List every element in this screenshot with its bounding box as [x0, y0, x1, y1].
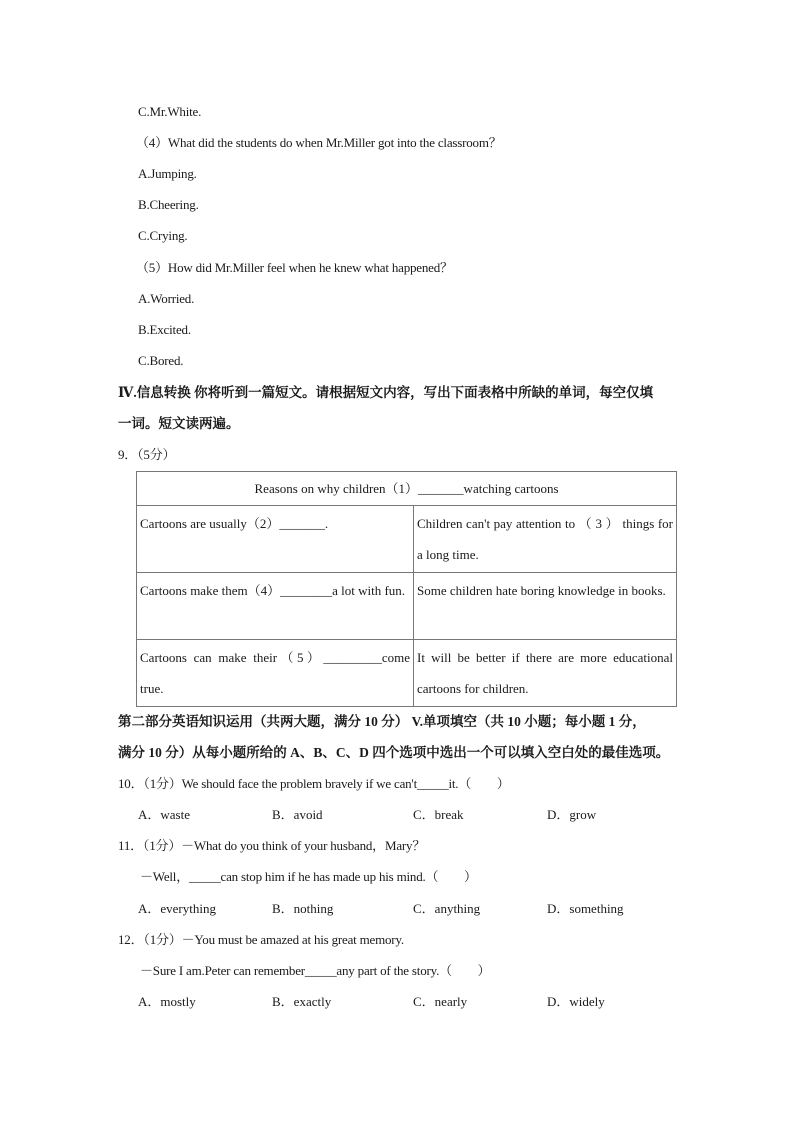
- option-a: A．everything: [138, 901, 216, 916]
- q8-3-option-c: C.Mr.White.: [138, 104, 202, 119]
- q11-stem: 11．（1分）－What do you think of your husband，Mary？: [118, 838, 426, 853]
- table-cell: Some children hate boring knowledge in books.: [414, 573, 677, 640]
- part-2-heading-line2: 满分 10 分）从每小题所给的 A、B、C、D 四个选项中选出一个可以填入空白处的最佳选项。: [118, 745, 670, 760]
- option-d: D．widely: [547, 994, 605, 1009]
- option-c: C．anything: [413, 901, 481, 916]
- option-b: B．exactly: [272, 994, 332, 1009]
- table-cell: Cartoons are usually（2）_______.: [137, 506, 414, 573]
- q8-4-option-b: B.Cheering.: [138, 197, 199, 212]
- table-cell: Cartoons can make their（5）_________come true.: [137, 640, 414, 707]
- option-c: C．nearly: [413, 994, 468, 1009]
- option-d: D．grow: [547, 807, 597, 822]
- table-cell: Children can't pay attention to （ 3 ） things for a long time.: [414, 506, 677, 573]
- table-row: [137, 640, 677, 707]
- table-row: [137, 506, 677, 573]
- q9-label: 9．（5分）: [118, 447, 176, 462]
- q8-5-option-a: A.Worried.: [138, 291, 195, 306]
- option-d: D．something: [547, 901, 624, 916]
- q11-stem-reply: －Well，_____can stop him if he has made up his mind.（ ）: [140, 869, 477, 884]
- q12-stem-reply: －Sure I am.Peter can remember_____any part of the story.（ ）: [140, 963, 491, 978]
- table-row: [137, 573, 677, 640]
- option-c: C．break: [413, 807, 464, 822]
- part-2-heading-line1: 第二部分英语知识运用（共两大题，满分 10 分） V.单项填空（共 10 小题；每小题 1 分，: [118, 714, 646, 729]
- q10-stem: 10．（1分）We should face the problem bravely if we can't_____it.（ ）: [118, 776, 510, 791]
- q8-5-option-c: C.Bored.: [138, 353, 184, 368]
- q8-4-prompt: （4）What did the students do when Mr.Miller got into the classroom？: [136, 135, 502, 150]
- q12-stem: 12．（1分）－You must be amazed at his great memory.: [118, 932, 404, 947]
- section-4-heading-line2: 一词。短文读两遍。: [118, 416, 240, 431]
- q8-4-option-c: C.Crying.: [138, 228, 188, 243]
- table-cell: Cartoons make them（4）________a lot with fun.: [137, 573, 414, 640]
- q8-4-option-a: A.Jumping.: [138, 166, 197, 181]
- option-b: B．nothing: [272, 901, 334, 916]
- info-transfer-table: [136, 471, 677, 707]
- q8-5-option-b: B.Excited.: [138, 322, 191, 337]
- option-b: B．avoid: [272, 807, 323, 822]
- table-cell: It will be better if there are more educational cartoons for children.: [414, 640, 677, 707]
- option-a: A．mostly: [138, 994, 196, 1009]
- table-header: Reasons on why children（1）_______watching cartoons: [137, 472, 677, 506]
- option-a: A．waste: [138, 807, 190, 822]
- q8-5-prompt: （5）How did Mr.Miller feel when he knew what happened？: [136, 260, 453, 275]
- section-4-heading-line1: Ⅳ.信息转换 你将听到一篇短文。请根据短文内容，写出下面表格中所缺的单词，每空仅填: [118, 385, 654, 400]
